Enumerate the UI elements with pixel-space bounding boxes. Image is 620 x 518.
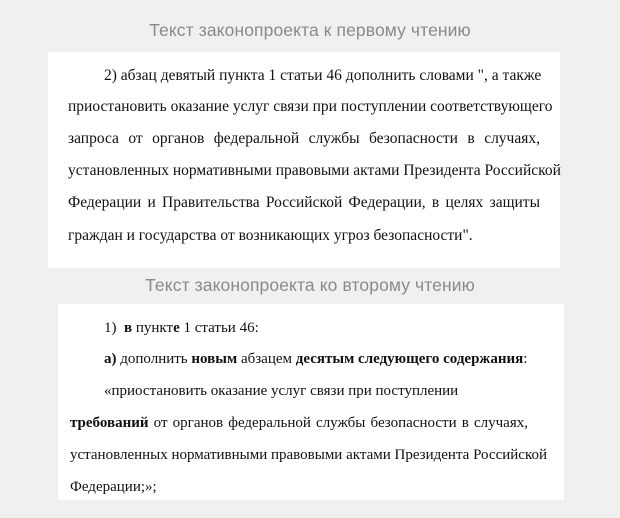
text-fragment: 1 статьи 46: xyxy=(179,320,259,336)
bold-fragment: новым xyxy=(191,351,238,367)
second-reading-panel xyxy=(58,304,564,500)
bold-fragment: в xyxy=(124,320,133,336)
bold-fragment: требований xyxy=(70,415,149,431)
second-reading-line-6: Федерации;»; xyxy=(70,479,157,495)
second-reading-line-5: установленных нормативными правовыми актами Президента Российской xyxy=(70,447,548,463)
first-reading-line-4: установленных нормативными правовыми актами Президента Российской xyxy=(68,162,561,179)
first-reading-heading: Текст законопроекта к первому чтению xyxy=(149,20,471,40)
first-reading-line-2: приостановить оказание услуг связи при поступлении соответствующего xyxy=(68,98,553,115)
first-reading-panel xyxy=(48,52,560,268)
bold-fragment: е xyxy=(173,320,180,336)
first-reading-line-1: 2) абзац девятый пункта 1 статьи 46 дополнить словами ", а также xyxy=(104,67,542,84)
text-fragment: дополнить xyxy=(116,351,192,367)
bold-fragment: десятым следующего содержания xyxy=(295,351,524,367)
text-fragment: абзацем xyxy=(237,351,296,367)
text-fragment: пункт xyxy=(132,320,174,336)
text-fragment: : xyxy=(523,351,528,367)
first-reading-line-6: граждан и государства от возникающих угроз безопасности". xyxy=(68,227,473,244)
second-reading-line-2 xyxy=(104,349,527,369)
second-reading-line-3: «приостановить оказание услуг связи при поступлении xyxy=(104,383,459,399)
second-reading-line-1 xyxy=(104,318,259,338)
first-reading-line-5: Федерации и Правительства Российской Федерации, в целях защиты xyxy=(68,194,540,211)
first-reading-line-3: запроса от органов федеральной службы безопасности в случаях, xyxy=(68,130,540,147)
item-number: 1) xyxy=(104,320,117,336)
second-reading-heading: Текст законопроекта ко второму чтению xyxy=(145,275,475,295)
text-fragment: от органов федеральной службы безопасности в случаях, xyxy=(148,415,528,431)
second-reading-line-4 xyxy=(70,413,528,433)
subitem-letter: а) xyxy=(104,351,117,367)
